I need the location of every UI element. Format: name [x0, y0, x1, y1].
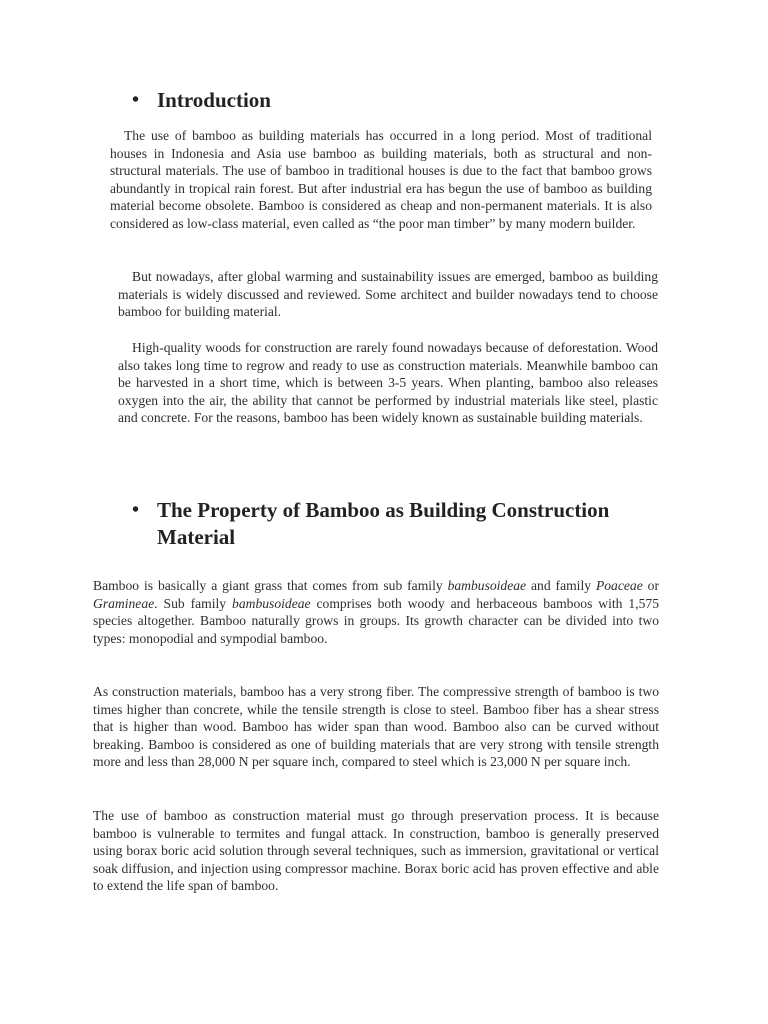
text-run: and family: [526, 578, 596, 593]
paragraph: As construction materials, bamboo has a very strong fiber. The compressive strength of bamboo is two times higher than concrete, while the tensile strength is close to steel. Bamboo fiber has a shear stress that is higher than wood. Bamboo has wider span than wood. Bamboo also can be curved without breaking. Bamboo is considered as one of building materials that are very strong with tensile strength more and less than 28,000 N per square inch, compared to steel which is 23,000 N per square inch.: [93, 684, 659, 770]
paragraph: High-quality woods for construction are rarely found nowadays because of deforestation. Wood also takes long time to regrow and ready to use as construction materials. Meanwhile bamboo can be harvested in a short time, which is between 3-5 years. When planting, bamboo also releases oxygen into the air, the ability that cannot be performed by industrial materials like steel, plastic and concrete. For the reasons, bamboo has been widely known as sustainable building materials.: [118, 340, 658, 426]
bullet-icon: •: [132, 499, 140, 521]
section-heading-introduction: [132, 87, 657, 114]
paragraph: [93, 577, 659, 647]
text-run: or: [642, 578, 659, 593]
text-run: . Sub family: [154, 595, 233, 611]
bullet-icon: •: [132, 89, 140, 111]
paragraph: The use of bamboo as building materials has occurred in a long period. Most of traditional houses in Indonesia and Asia use bamboo as building materials, both as structural and non-structural materials. The use of bamboo in traditional houses is due to the fact that bamboo grows abundantly in tropical rain forest. But after industrial era has begun the use of bamboo as building material become obsolete. Bamboo is considered as cheap and non-permanent materials. It is also considered as low-class material, even called as “the poor man timber” by many modern builder.: [110, 128, 652, 231]
text-run: Bamboo is basically a giant grass that comes from sub family: [93, 578, 448, 593]
taxon-name: bambusoideae: [232, 595, 311, 611]
heading-text: Material: [157, 525, 236, 549]
text-run: comprises both woody and herbaceous bamboos with 1,575 species altogether. Bamboo naturally grows in groups. Its growth character can be divided into two types: monopodial and sympodial bamboo.: [93, 595, 660, 646]
section-heading-property-of-bamboo: [132, 497, 677, 551]
taxon-name: Poaceae: [595, 578, 643, 593]
heading-text: Introduction: [157, 88, 271, 112]
taxon-name: Gramineae: [93, 595, 155, 611]
paragraph: But nowadays, after global warming and sustainability issues are emerged, bamboo as building materials is widely discussed and reviewed. Some architect and builder nowadays tend to choose bamboo for building material.: [118, 269, 658, 320]
paragraph: The use of bamboo as construction material must go through preservation process. It is because bamboo is vulnerable to termites and fungal attack. In construction, bamboo is generally preserved using borax boric acid solution through several techniques, such as immersion, gravitational or vertical soak diffusion, and injection using compressor machine. Borax boric acid has proven effective and able to extend the life span of bamboo.: [93, 808, 659, 894]
taxon-name: bambusoideae: [447, 578, 527, 593]
heading-text: The Property of Bamboo as Building Construction: [157, 498, 610, 522]
